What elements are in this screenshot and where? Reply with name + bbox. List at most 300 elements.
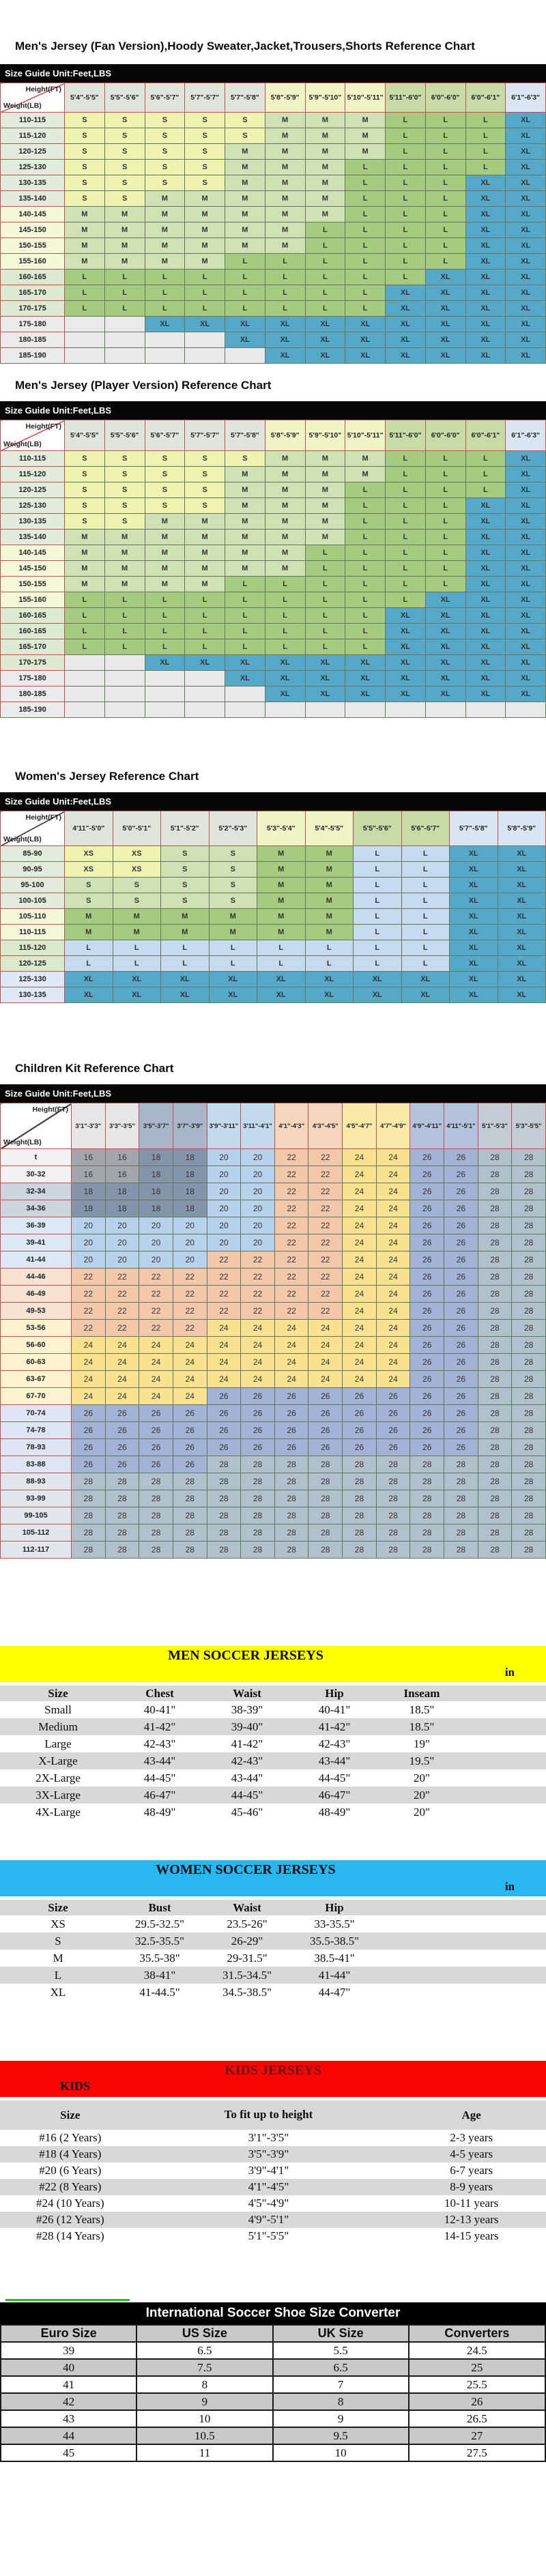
weight-row: [1, 545, 546, 561]
table-cell: 40-41": [143, 1703, 176, 1716]
table-row: [1, 2393, 545, 2410]
size-cell: 28: [478, 1405, 512, 1422]
table-cell: 41-42": [143, 1720, 176, 1733]
size-cell: 22: [308, 1269, 343, 1286]
table-cell: 42-43": [143, 1737, 176, 1750]
size-cell: 28: [105, 1524, 139, 1542]
size-cell: M: [345, 467, 386, 482]
size-cell: XL: [506, 113, 546, 128]
size-cell: XL: [465, 238, 506, 254]
size-cell: 28: [72, 1490, 106, 1507]
kids-jerseys-table: [0, 2100, 546, 2244]
size-cell: 26: [376, 1422, 410, 1439]
size-cell: S: [185, 451, 225, 467]
weight-row-label: 46-49: [1, 1286, 72, 1303]
size-cell: L: [425, 514, 465, 530]
weight-row-label: 140-145: [1, 545, 65, 561]
size-cell: M: [265, 482, 305, 498]
size-cell: S: [145, 482, 185, 498]
table-cell: 31.5-34.5": [222, 1968, 272, 1982]
size-cell: 28: [72, 1524, 106, 1542]
weight-row: [1, 1303, 546, 1320]
size-cell: 22: [72, 1286, 106, 1303]
size-cell: M: [305, 128, 345, 144]
size-cell: M: [257, 909, 306, 925]
size-cell: 18: [139, 1200, 173, 1217]
size-cell: 20: [72, 1251, 106, 1269]
height-column-header: 6'1"-6'3": [506, 420, 546, 451]
size-cell: 20: [207, 1217, 241, 1234]
table-cell: 38.5-41": [314, 1951, 355, 1965]
size-cell: 24: [343, 1371, 377, 1388]
weight-row: [1, 987, 546, 1003]
size-cell: L: [345, 207, 386, 222]
size-cell: XL: [450, 893, 498, 909]
size-cell: XL: [386, 332, 426, 348]
size-cell: 28: [139, 1473, 173, 1490]
size-cell: 22: [274, 1217, 308, 1234]
spacer-cell: [378, 1967, 546, 1984]
table-row: [1, 2376, 545, 2393]
size-cell: 28: [274, 1507, 308, 1524]
size-cell: XL: [506, 270, 546, 285]
size-cell: M: [185, 207, 225, 222]
size-cell: 24: [343, 1217, 377, 1234]
weight-row-label: 78-93: [1, 1439, 72, 1456]
size-cell: L: [354, 893, 402, 909]
table-cell: 29-31.5": [227, 1951, 268, 1965]
table-cell: 45: [1, 2444, 136, 2461]
weight-row: [1, 254, 546, 270]
size-cell: 26: [207, 1422, 241, 1439]
size-cell: 24: [376, 1149, 410, 1166]
size-cell: M: [257, 925, 306, 940]
size-cell: M: [305, 113, 345, 128]
size-cell: M: [145, 238, 185, 254]
size-cell: L: [354, 940, 402, 956]
size-cell: XL: [265, 686, 305, 702]
table-cell: 43-44": [231, 1771, 263, 1784]
height-column-header: 5'7"-5'8": [225, 83, 265, 113]
size-cell: 22: [241, 1251, 275, 1269]
table-row: [0, 2228, 546, 2244]
size-cell: M: [305, 482, 345, 498]
size-cell: 28: [444, 1524, 478, 1542]
size-cell: XL: [185, 317, 225, 332]
height-column-header: 3'11"-4'1": [241, 1103, 275, 1149]
size-cell: 28: [478, 1320, 512, 1337]
height-column-header: 5'1"-5'3": [478, 1103, 512, 1149]
size-cell: 28: [478, 1542, 512, 1559]
size-cell: 20: [207, 1234, 241, 1251]
weight-row: [1, 1337, 546, 1354]
size-cell: S: [65, 893, 113, 909]
size-cell: 28: [478, 1490, 512, 1507]
size-cell: XL: [506, 671, 546, 686]
weight-row-label: 83-88: [1, 1456, 72, 1473]
size-cell: XL: [506, 608, 546, 624]
empty-cell: [65, 671, 105, 686]
size-cell: M: [104, 577, 145, 592]
spacer-cell: [378, 1950, 546, 1967]
size-cell: 24: [207, 1337, 241, 1354]
size-cell: S: [185, 113, 225, 128]
size-cell: 24: [343, 1149, 377, 1166]
size-cell: XL: [305, 332, 345, 348]
size-cell: 28: [512, 1524, 546, 1542]
size-cell: 22: [207, 1269, 241, 1286]
size-cell: XL: [450, 846, 498, 862]
size-cell: 22: [173, 1320, 207, 1337]
weight-row-label: 110-115: [1, 113, 65, 128]
table-cell: 34.5-38.5": [222, 1985, 272, 1999]
size-cell: S: [145, 160, 185, 175]
size-cell: L: [401, 925, 450, 940]
size-cell: 24: [343, 1320, 377, 1337]
table-cell: Medium: [38, 1720, 78, 1733]
size-cell: L: [354, 878, 402, 893]
size-cell: L: [425, 561, 465, 577]
size-cell: M: [185, 577, 225, 592]
size-cell: L: [265, 592, 305, 608]
size-cell: M: [265, 498, 305, 514]
weight-row-label: 180-185: [1, 332, 65, 348]
size-cell: 26: [410, 1320, 444, 1337]
table-row: [0, 2179, 546, 2195]
size-cell: 18: [173, 1183, 207, 1200]
size-cell: 26: [343, 1439, 377, 1456]
height-column-header: 5'0"-5'1": [113, 811, 161, 846]
size-cell: 22: [72, 1269, 106, 1286]
table-cell: 23.5-26": [227, 1917, 268, 1930]
size-cell: M: [65, 925, 113, 940]
size-cell: 28: [478, 1234, 512, 1251]
size-cell: 24: [105, 1354, 139, 1371]
size-cell: M: [225, 144, 265, 160]
size-cell: M: [104, 545, 145, 561]
size-cell: XL: [506, 624, 546, 639]
size-cell: XL: [401, 987, 450, 1003]
size-cell: 24: [343, 1251, 377, 1269]
size-cell: 28: [376, 1542, 410, 1559]
height-header-row: [1, 811, 546, 846]
size-cell: 26: [444, 1166, 478, 1183]
size-cell: S: [104, 113, 145, 128]
size-cell: 28: [478, 1456, 512, 1473]
size-cell: L: [386, 191, 426, 207]
size-cell: 28: [512, 1388, 546, 1405]
size-cell: 22: [105, 1286, 139, 1303]
table-row: [0, 2195, 546, 2212]
size-cell: 28: [376, 1507, 410, 1524]
size-cell: M: [305, 909, 354, 925]
size-cell: L: [225, 301, 265, 317]
size-cell: 28: [512, 1303, 546, 1320]
size-cell: L: [425, 482, 465, 498]
size-cell: S: [113, 893, 161, 909]
size-cell: M: [225, 530, 265, 545]
size-cell: XL: [506, 301, 546, 317]
table-cell: 19": [414, 1737, 430, 1750]
size-cell: L: [305, 301, 345, 317]
size-cell: 28: [105, 1473, 139, 1490]
size-cell: XL: [386, 285, 426, 301]
size-cell: L: [401, 893, 450, 909]
empty-cell: [104, 348, 145, 364]
size-cell: S: [104, 467, 145, 482]
size-cell: L: [386, 113, 426, 128]
column-header: Inseam: [378, 1685, 465, 1701]
size-cell: 26: [444, 1422, 478, 1439]
empty-cell: [104, 686, 145, 702]
size-cell: S: [209, 893, 257, 909]
weight-row-label: 100-105: [1, 893, 65, 909]
size-cell: XL: [465, 608, 506, 624]
size-cell: M: [305, 925, 354, 940]
size-cell: M: [265, 128, 305, 144]
weight-row: [1, 639, 546, 655]
size-cell: 28: [478, 1422, 512, 1439]
empty-cell: [145, 332, 185, 348]
size-cell: 22: [173, 1303, 207, 1320]
height-column-header: 5'6"-5'7": [401, 811, 450, 846]
size-cell: L: [401, 878, 450, 893]
size-cell: 24: [139, 1371, 173, 1388]
size-cell: 28: [207, 1524, 241, 1542]
size-cell: L: [225, 254, 265, 270]
size-cell: M: [185, 545, 225, 561]
size-cell: 28: [478, 1524, 512, 1542]
size-cell: M: [225, 191, 265, 207]
size-cell: L: [225, 639, 265, 655]
size-cell: XL: [465, 317, 506, 332]
size-cell: 28: [478, 1473, 512, 1490]
size-cell: 28: [478, 1388, 512, 1405]
size-cell: 28: [512, 1251, 546, 1269]
size-cell: XS: [65, 862, 113, 878]
size-cell: 26: [444, 1251, 478, 1269]
weight-row-label: 70-74: [1, 1405, 72, 1422]
size-chart-page: [0, 40, 546, 2544]
weight-row-label: 112-117: [1, 1542, 72, 1559]
weight-row: [1, 160, 546, 175]
size-cell: XL: [265, 332, 305, 348]
column-header: Euro Size: [1, 2325, 136, 2342]
size-cell: 28: [274, 1456, 308, 1473]
weight-row: [1, 909, 546, 925]
weight-row-label: 110-115: [1, 451, 65, 467]
size-cell: 28: [173, 1473, 207, 1490]
size-cell: M: [265, 191, 305, 207]
size-cell: 26: [308, 1405, 343, 1422]
height-weight-corner-cell: [1, 83, 65, 113]
size-cell: XL: [265, 348, 305, 364]
size-cell: 16: [72, 1149, 106, 1166]
size-cell: L: [161, 956, 210, 972]
size-cell: 26: [444, 1286, 478, 1303]
size-cell: M: [257, 878, 306, 893]
size-cell: 28: [512, 1200, 546, 1217]
size-cell: 20: [207, 1149, 241, 1166]
size-cell: L: [401, 956, 450, 972]
size-cell: XL: [465, 332, 506, 348]
size-cell: 28: [512, 1320, 546, 1337]
size-cell: XL: [506, 160, 546, 175]
table-cell: 20": [414, 1771, 430, 1784]
size-cell: M: [209, 925, 257, 940]
spacer-cell: [378, 1933, 546, 1950]
size-cell: 22: [274, 1166, 308, 1183]
table-cell: 38-39": [231, 1703, 263, 1716]
size-cell: 20: [173, 1234, 207, 1251]
size-cell: 24: [72, 1337, 106, 1354]
size-cell: 28: [173, 1542, 207, 1559]
size-cell: 28: [512, 1217, 546, 1234]
empty-cell: [65, 317, 105, 332]
size-cell: S: [225, 451, 265, 467]
size-cell: 28: [512, 1542, 546, 1559]
men-jerseys-title: MEN SOCCER JERSEYS: [168, 1648, 324, 1663]
size-cell: XL: [161, 987, 210, 1003]
weight-row-label: 88-93: [1, 1473, 72, 1490]
size-cell: XL: [506, 144, 546, 160]
table-row: [0, 1701, 546, 1718]
size-cell: L: [386, 498, 426, 514]
weight-row: [1, 1542, 546, 1559]
size-cell: L: [104, 639, 145, 655]
size-cell: 28: [376, 1524, 410, 1542]
header-row: [1, 2325, 545, 2342]
size-cell: L: [425, 467, 465, 482]
size-cell: L: [161, 940, 210, 956]
size-cell: XL: [345, 671, 386, 686]
size-cell: XL: [506, 222, 546, 238]
size-cell: L: [305, 608, 345, 624]
size-cell: 28: [410, 1456, 444, 1473]
weight-row-label: 120-125: [1, 482, 65, 498]
size-cell: 24: [343, 1166, 377, 1183]
size-cell: XL: [265, 655, 305, 671]
decorative-green-line: [5, 2299, 130, 2301]
table-cell: 14-15 years: [444, 2229, 499, 2242]
size-cell: XL: [386, 639, 426, 655]
table-cell: 18.5": [409, 1703, 435, 1716]
size-cell: 24: [207, 1320, 241, 1337]
size-cell: 26: [241, 1422, 275, 1439]
size-cell: S: [65, 128, 105, 144]
weight-row-label: 99-105: [1, 1507, 72, 1524]
table-cell: 8: [273, 2393, 409, 2410]
size-cell: M: [305, 878, 354, 893]
size-cell: XL: [401, 972, 450, 987]
size-cell: XL: [425, 624, 465, 639]
size-cell: L: [345, 639, 386, 655]
weight-row: [1, 925, 546, 940]
size-cell: XL: [265, 671, 305, 686]
size-cell: XL: [506, 254, 546, 270]
table-cell: 7: [273, 2376, 409, 2393]
weight-row: [1, 655, 546, 671]
height-column-header: 5'4"-5'5": [65, 83, 105, 113]
size-cell: L: [386, 451, 426, 467]
size-cell: XL: [465, 254, 506, 270]
size-cell: XL: [465, 285, 506, 301]
women-size-guide-bar: Size Guide Unit:Feet,LBS: [0, 792, 546, 811]
weight-row: [1, 1490, 546, 1507]
size-cell: 28: [478, 1354, 512, 1371]
size-cell: M: [265, 160, 305, 175]
size-cell: 28: [376, 1490, 410, 1507]
size-cell: 28: [478, 1269, 512, 1286]
size-cell: L: [257, 956, 306, 972]
size-cell: M: [65, 561, 105, 577]
size-cell: S: [209, 846, 257, 862]
table-cell: 4-5 years: [450, 2147, 493, 2160]
weight-row-label: 180-185: [1, 686, 65, 702]
table-cell: 33-35.5": [314, 1917, 355, 1930]
size-cell: 28: [512, 1337, 546, 1354]
size-cell: 26: [444, 1234, 478, 1251]
weight-row-label: 67-70: [1, 1388, 72, 1405]
height-column-header: 4'3"-4'5": [308, 1103, 343, 1149]
weight-row-label: 125-130: [1, 498, 65, 514]
size-cell: M: [185, 191, 225, 207]
size-cell: M: [225, 561, 265, 577]
size-cell: XL: [506, 207, 546, 222]
weight-row-label: 185-190: [1, 348, 65, 364]
size-cell: 28: [512, 1473, 546, 1490]
table-cell: 20": [414, 1805, 430, 1819]
size-cell: S: [145, 498, 185, 514]
table-cell: 5.5: [273, 2342, 409, 2359]
table-cell: 29.5-32.5": [134, 1917, 185, 1930]
size-cell: L: [209, 940, 257, 956]
size-cell: L: [113, 956, 161, 972]
size-cell: 28: [105, 1542, 139, 1559]
size-cell: XL: [506, 577, 546, 592]
size-cell: 22: [308, 1286, 343, 1303]
size-cell: XL: [465, 561, 506, 577]
weight-row: [1, 686, 546, 702]
size-cell: 20: [105, 1234, 139, 1251]
size-cell: 16: [105, 1166, 139, 1183]
size-cell: 26: [444, 1200, 478, 1217]
size-cell: 24: [105, 1371, 139, 1388]
size-cell: L: [113, 940, 161, 956]
size-cell: 24: [207, 1354, 241, 1371]
size-cell: 28: [173, 1490, 207, 1507]
height-column-header: 5'9"-5'10": [305, 83, 345, 113]
table-cell: S: [55, 1934, 61, 1948]
empty-cell: [185, 671, 225, 686]
column-header: To fit up to height: [141, 2100, 397, 2130]
size-cell: 26: [72, 1405, 106, 1422]
size-cell: 26: [72, 1422, 106, 1439]
size-cell: XL: [145, 317, 185, 332]
children-size-grid: [0, 1103, 546, 1559]
size-cell: XL: [506, 332, 546, 348]
size-cell: M: [104, 561, 145, 577]
height-column-header: 3'9"-3'11": [207, 1103, 241, 1149]
size-cell: XL: [345, 655, 386, 671]
size-cell: 26: [139, 1456, 173, 1473]
size-cell: S: [145, 113, 185, 128]
size-cell: 26: [444, 1354, 478, 1371]
table-row: [0, 1735, 546, 1752]
size-cell: 18: [105, 1200, 139, 1217]
weight-row: [1, 1473, 546, 1490]
weight-row-label: 93-99: [1, 1490, 72, 1507]
